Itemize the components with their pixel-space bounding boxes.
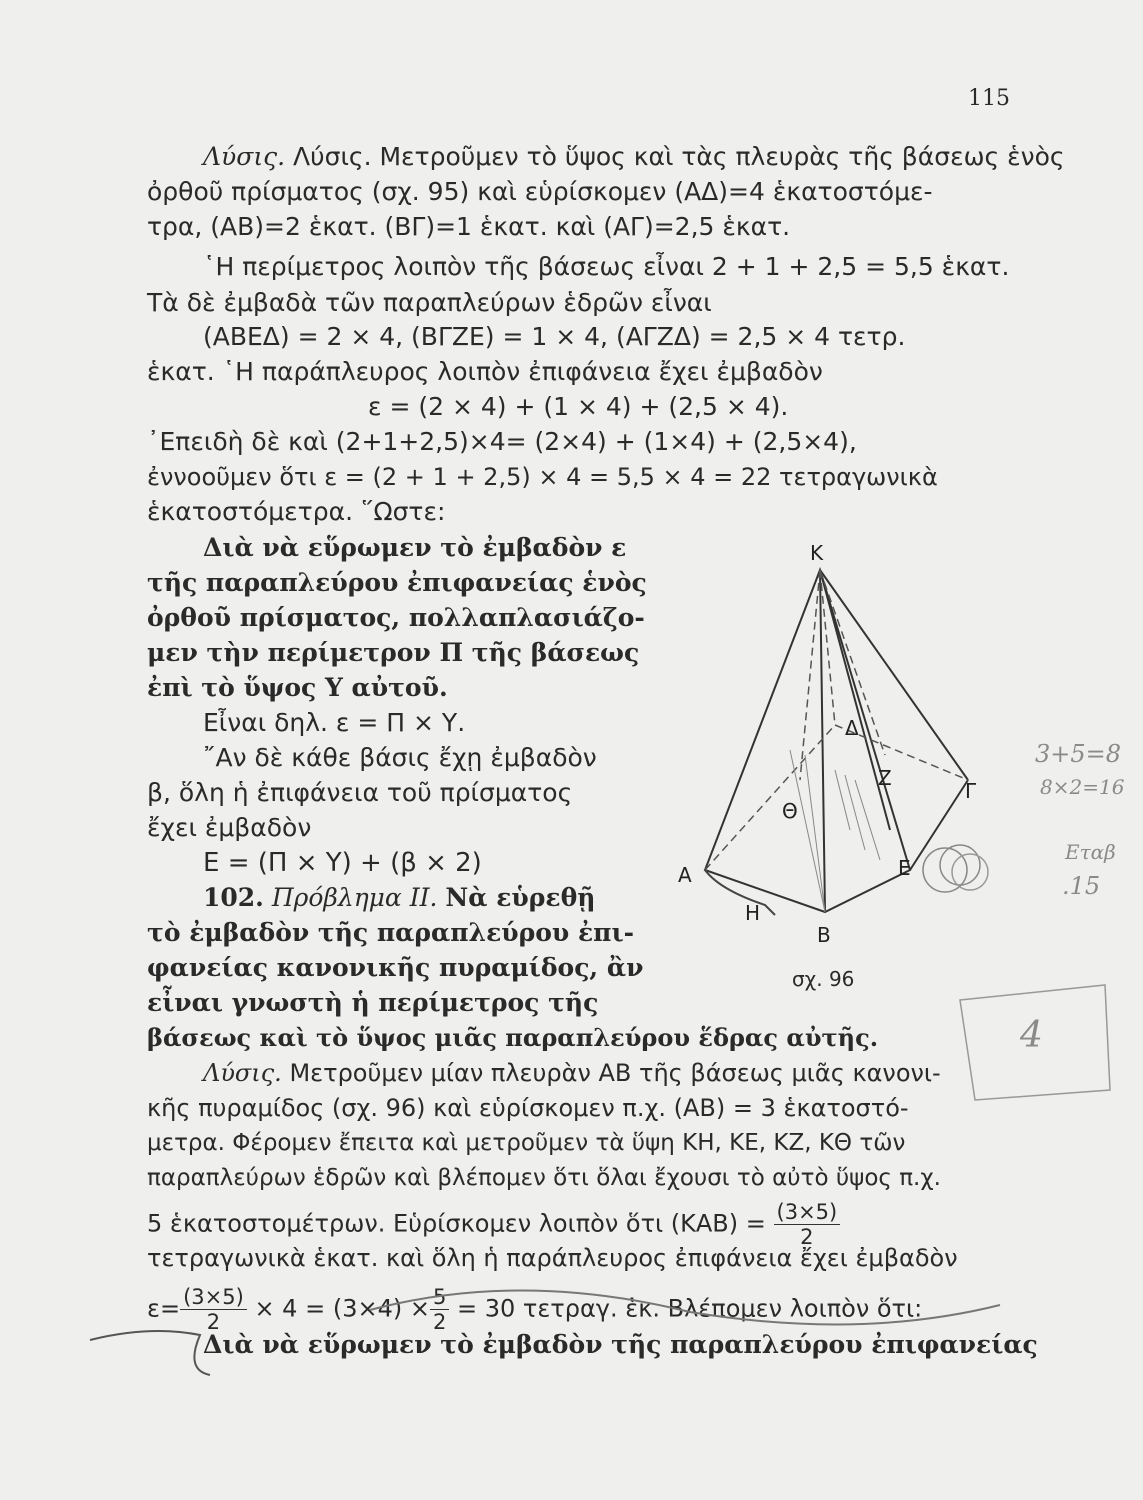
margin-note-2: 8×2=16 [1040, 775, 1125, 799]
problem-label: Πρόβλημα ΙΙ. [271, 883, 438, 912]
problem-line-2: τὸ ἐμβαδὸν τῆς παραπλεύρου ἐπι- [147, 918, 634, 947]
page-number: 115 [968, 86, 1010, 111]
problem-line-4: εἶναι γνωστὴ ἡ περίμετρος τῆς [147, 988, 599, 1017]
label-Delta: Δ [845, 716, 859, 740]
text-line-1: Λύσις. Λύσις. Μετροῦμεν τὸ ὕψος καὶ τὰς πλευρὰς τῆς βάσεως ἑνὸς [203, 142, 1065, 171]
lysis-label: Λύσις. [203, 142, 286, 171]
label-Theta: Θ [782, 799, 798, 823]
label-Gamma: Γ [965, 779, 977, 803]
rule-line-3: ὀρθοῦ πρίσματος, πολλαπλασιάζο- [147, 603, 645, 632]
rule-line-5: ἐπὶ τὸ ὕψος Υ αὐτοῦ. [147, 673, 448, 702]
pencil-underline [370, 1290, 1000, 1324]
height-mark-KH [705, 870, 775, 915]
text-line-4: ῾Η περίμετρος λοιπὸν τῆς βάσεως εἶναι 2 + 1 + 2,5 = 5,5 ἑκατ. [203, 252, 1010, 281]
rule-line-2: τῆς παραπλεύρου ἐπιφανείας ἑνὸς [147, 568, 647, 597]
text-line-6: (ΑΒΕΔ) = 2 × 4, (ΒΓΖΕ) = 1 × 4, (ΑΓΖΔ) = 2,5 × 4 τετρ. [203, 322, 906, 351]
text-line-18: β, ὅλη ἡ ἐπιφάνεια τοῦ πρίσματος [147, 778, 573, 807]
label-K: Κ [810, 541, 824, 565]
text-line-7: ἑκατ. ῾Η παράπλευρος λοιπὸν ἐπιφάνεια ἔχει ἐμβαδὸν [147, 357, 823, 386]
margin-note-3: Εταβ [1065, 840, 1116, 864]
fraction-2: $\frac{5}{2}$ [430, 1285, 449, 1334]
label-Z: Ζ [878, 766, 892, 790]
text-line-19: ἔχει ἐμβαδὸν [147, 813, 312, 842]
formula-epsilon: ε= $\frac{(3\times 5)}{2}$ × 4 = (3×4) × $\frac{5}{2}$ = 30 τετραγ. ἑκ. Βλέπομεν λοιπὸν ὅτι: [147, 1285, 923, 1334]
margin-note-1: 3+5=8 [1035, 740, 1122, 768]
label-E: Ε [898, 856, 911, 880]
label-H: Η [745, 901, 761, 925]
text-line-31: τετραγωνικὰ ἑκατ. καὶ ὅλη ἡ παράπλευρος ἐπιφάνεια ἔχει ἐμβαδὸν [147, 1244, 958, 1272]
text-line-30: 5 ἑκατοστομέτρων. Εὑρίσκομεν λοιπὸν ὅτι (ΚΑΒ) = $\frac{(3\times 5)}{2}$ [147, 1200, 840, 1249]
edge-KE [820, 570, 890, 830]
edge-KG [820, 570, 968, 780]
text-line-3: τρα, (ΑΒ)=2 ἑκατ. (ΒΓ)=1 ἑκατ. καὶ (ΑΓ)=2,5 ἑκατ. [147, 212, 791, 241]
problem-number: 102. [203, 883, 264, 912]
text-line-28: μετρα. Φέρομεν ἔπειτα καὶ μετροῦμεν τὰ ὕψη ΚΗ, ΚΕ, ΚΖ, ΚΘ τῶν [147, 1130, 906, 1156]
problem-line-3: φανείας κανονικῆς πυραμίδος, ἂν [147, 953, 644, 982]
hatch-4 [845, 775, 865, 850]
pencil-bracket [90, 1331, 210, 1375]
label-A: Α [678, 863, 692, 887]
rule-line-1: Διὰ νὰ εὕρωμεν τὸ ἐμβαδὸν ε [203, 533, 627, 562]
figure-caption: σχ. 96 [792, 967, 855, 991]
text-line-17: ῎Αν δὲ κάθε βάσις ἔχῃ ἐμβαδὸν [203, 743, 597, 772]
rule-line-4: μεν τὴν περίμετρον Π τῆς βάσεως [147, 638, 640, 667]
label-B: Β [817, 923, 831, 947]
formula-E: Ε = (Π × Υ) + (β × 2) [203, 848, 482, 878]
text-line-2: ὀρθοῦ πρίσματος (σχ. 95) καὶ εὑρίσκομεν (ΑΔ)=4 ἑκατοστόμε- [147, 177, 933, 206]
edge-AD-hidden [705, 725, 835, 870]
text-line-27: κῆς πυραμίδος (σχ. 96) καὶ εὑρίσκομεν π.χ. (ΑΒ) = 3 ἑκατοστό- [147, 1094, 909, 1122]
fraction-kab: $\frac{(3\times 5)}{2}$ [774, 1200, 841, 1249]
hatch-5 [855, 780, 880, 860]
margin-note-4: .15 [1062, 872, 1101, 900]
edge-KTheta-hidden [800, 570, 820, 780]
text-line-16: Εἶναι δηλ. ε = Π × Υ. [203, 708, 466, 737]
text-line-9: ᾿Επειδὴ δὲ καὶ (2+1+2,5)×4= (2×4) + (1×4) + (2,5×4), [147, 427, 857, 456]
fraction-1: $\frac{(3\times 5)}{2}$ [180, 1285, 247, 1334]
text-line-8: ε = (2 × 4) + (1 × 4) + (2,5 × 4). [368, 392, 789, 421]
text-line-29: παραπλεύρων ἑδρῶν καὶ βλέπομεν ὅτι ὅλαι ἔχουσι τὸ αὐτὸ ὕψος π.χ. [147, 1165, 941, 1191]
problem-heading: 102. Πρόβλημα ΙΙ. Νὰ εὑρεθῇ [203, 883, 596, 912]
problem-line-5: βάσεως καὶ τὸ ὕψος μιᾶς παραπλεύρου ἕδρας αὐτῆς. [147, 1023, 879, 1052]
text-line-10: ἐννοοῦμεν ὅτι ε = (2 + 1 + 2,5) × 4 = 5,5 × 4 = 22 τετραγωνικὰ [147, 463, 938, 491]
rule-line-final: Διὰ νὰ εὕρωμεν τὸ ἐμβαδὸν τῆς παραπλεύρου ἐπιφανείας [203, 1330, 1038, 1359]
text-line-5: Τὰ δὲ ἐμβαδὰ τῶν παραπλεύρων ἑδρῶν εἶναι [147, 288, 712, 317]
text-line-11: ἑκατοστόμετρα. ῞Ωστε: [147, 497, 446, 526]
hatch-3 [835, 770, 850, 830]
pencil-circles [900, 830, 1010, 910]
text-line-26: Λύσις. Μετροῦμεν μίαν πλευρὰν ΑΒ τῆς βάσεως μιᾶς κανονι- [203, 1059, 941, 1087]
pyramid-front-faces [705, 570, 910, 912]
margin-note-5: 4 [1020, 1015, 1043, 1056]
